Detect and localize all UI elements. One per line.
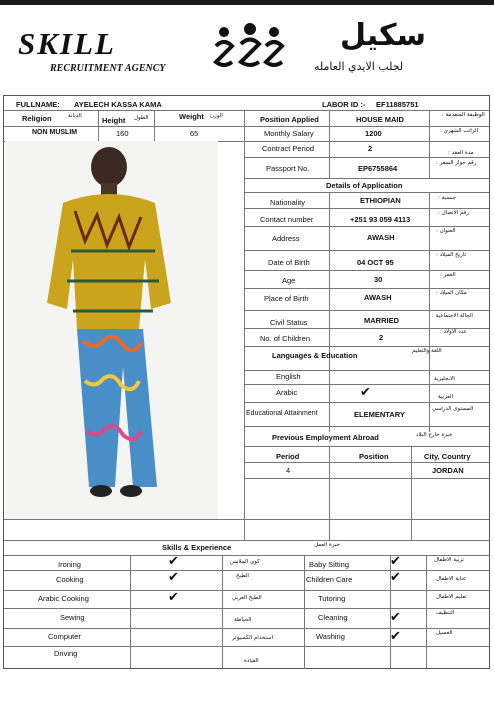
employment-country-value: JORDAN bbox=[432, 466, 464, 475]
education-value: ELEMENTARY bbox=[354, 410, 405, 419]
religion-value: NON MUSLIM bbox=[32, 129, 78, 136]
labor-id-label: LABOR ID :- bbox=[322, 100, 366, 109]
skill-childcare-ar: عناية الاطفال bbox=[436, 576, 467, 582]
skill-tutoring-label: Tutoring bbox=[318, 594, 346, 603]
languages-heading: Languages & Education bbox=[272, 351, 358, 360]
skill-tutoring-ar: تعليم الاطفال bbox=[436, 594, 467, 600]
address-label: Address bbox=[272, 234, 300, 243]
arabic-label-ar: العربية bbox=[438, 394, 454, 400]
employment-col-period: Period bbox=[276, 452, 300, 461]
skill-childcare-label: Children Care bbox=[306, 575, 353, 584]
skill-ironing-ar: كوي الملابس bbox=[230, 559, 260, 565]
civil-status-value: MARRIED bbox=[364, 316, 399, 325]
skill-washing-ar: الغسيل bbox=[436, 630, 453, 636]
contract-label-ar: مدة العقد : bbox=[448, 150, 474, 156]
skill-cleaning-ar: التنظيف bbox=[436, 610, 455, 616]
skill-arabic-cooking-label: Arabic Cooking bbox=[38, 594, 89, 603]
contact-label-ar: رقم الاتصال : bbox=[438, 210, 469, 216]
height-label-ar: الطول bbox=[134, 115, 149, 121]
skill-cooking-ar: الطبخ bbox=[236, 573, 249, 579]
position-applied-value: HOUSE MAID bbox=[356, 115, 404, 124]
dob-label-ar: تاريخ الميلاد : bbox=[436, 252, 467, 258]
religion-label: Religion bbox=[22, 114, 52, 123]
arabic-check-icon: ✔ bbox=[360, 385, 371, 400]
skill-babysitting-check-icon: ✔ bbox=[390, 554, 401, 569]
employment-col-country: City, Country bbox=[424, 452, 471, 461]
employment-period-value: 4 bbox=[286, 466, 291, 475]
employment-heading: Previous Employment Abroad bbox=[272, 433, 379, 442]
employment-heading-ar: خبرة خارج البلاد bbox=[416, 432, 453, 438]
address-value: AWASH bbox=[367, 233, 395, 242]
skill-washing-label: Washing bbox=[316, 632, 345, 641]
children-label-ar: عدد الاولاد : bbox=[440, 329, 467, 335]
dob-value: 04 OCT 95 bbox=[357, 258, 394, 267]
age-label: Age bbox=[282, 276, 296, 285]
skill-computer-ar: استخدام الكمبيوتر bbox=[232, 635, 274, 641]
skill-childcare-check-icon: ✔ bbox=[390, 570, 401, 585]
passport-label: Passport No. bbox=[266, 164, 310, 173]
work-experience-ar: خبرة العمل bbox=[314, 542, 340, 548]
skill-cooking-check-icon: ✔ bbox=[168, 570, 179, 585]
english-label-ar: الانجليزية bbox=[434, 376, 455, 382]
address-label-ar: العنوان : bbox=[436, 228, 456, 234]
salary-label: Monthly Salary bbox=[264, 129, 314, 138]
employment-col-position: Position bbox=[359, 452, 389, 461]
weight-value: 65 bbox=[190, 129, 199, 138]
skill-sewing-label: Sewing bbox=[60, 613, 85, 622]
skill-cleaning-check-icon: ✔ bbox=[390, 610, 401, 625]
labor-id-value: EF11885751 bbox=[376, 100, 419, 109]
age-label-ar: العمر : bbox=[440, 272, 456, 278]
education-label-ar: المستوى الدراسي bbox=[432, 406, 474, 412]
skill-arabic-cooking-check-icon: ✔ bbox=[168, 590, 179, 605]
dob-label: Date of Birth bbox=[268, 258, 310, 267]
brand-name-ar: سكيل bbox=[340, 18, 426, 53]
nationality-label: Nationality bbox=[270, 198, 306, 207]
fullname-label: FULLNAME: bbox=[16, 100, 60, 109]
brand-subtitle-en: RECRUITMENT AGENCY bbox=[50, 63, 166, 74]
skill-ironing-check-icon: ✔ bbox=[168, 554, 179, 569]
weight-label-ar: الوزن bbox=[210, 113, 223, 119]
skill-driving-label: Driving bbox=[54, 649, 78, 658]
age-value: 30 bbox=[374, 275, 383, 284]
height-label: Height bbox=[102, 116, 126, 125]
nationality-label-ar: جنسية : bbox=[438, 195, 457, 201]
skill-babysitting-ar: تربية الاطفال bbox=[434, 557, 464, 563]
nationality-value: ETHIOPIAN bbox=[360, 196, 401, 205]
english-label: English bbox=[276, 372, 301, 381]
cv-sheet bbox=[3, 95, 490, 669]
skill-sewing-ar: الخياطة bbox=[234, 617, 252, 623]
applicant-photo-icon bbox=[5, 141, 218, 519]
brand-name-en: SKILL bbox=[18, 26, 116, 61]
contract-label: Contract Period bbox=[262, 144, 315, 153]
weight-label: Weight bbox=[179, 112, 204, 121]
pob-label: Place of Birth bbox=[264, 294, 309, 303]
agency-logo-icon bbox=[210, 22, 290, 76]
civil-status-label: Civil Status bbox=[270, 318, 308, 327]
applicant-photo bbox=[5, 141, 218, 519]
skill-computer-label: Computer bbox=[48, 632, 81, 641]
contract-value: 2 bbox=[368, 144, 373, 153]
fullname-value: AYELECH KASSA KAMA bbox=[74, 100, 162, 109]
children-value: 2 bbox=[379, 333, 384, 342]
height-value: 160 bbox=[116, 129, 129, 138]
religion-label-ar: الديانة bbox=[68, 113, 82, 119]
skill-driving-ar: القيادة bbox=[244, 658, 259, 664]
skills-heading: Skills & Experience bbox=[162, 543, 232, 552]
skill-cooking-label: Cooking bbox=[56, 575, 84, 584]
position-applied-label: Position Applied bbox=[260, 115, 319, 124]
skill-washing-check-icon: ✔ bbox=[390, 629, 401, 644]
civil-status-label-ar: الحالة الاجتماعية : bbox=[432, 313, 473, 319]
passport-label-ar: رقم جواز السفر : bbox=[436, 160, 477, 166]
languages-heading-ar: اللغة والتعليم bbox=[412, 348, 442, 354]
arabic-label: Arabic bbox=[276, 388, 298, 397]
salary-label-ar: الراتب الشهري : bbox=[440, 128, 479, 134]
pob-label-ar: مكان الميلاد : bbox=[436, 290, 467, 296]
skill-babysitting-label: Baby Sitting bbox=[309, 560, 350, 569]
education-label: Educational Attainment bbox=[246, 410, 318, 417]
pob-value: AWASH bbox=[364, 293, 392, 302]
contact-value: +251 93 059 4113 bbox=[350, 215, 411, 224]
salary-value: 1200 bbox=[365, 129, 382, 138]
position-applied-ar: الوظيفة المتقدمة : bbox=[442, 112, 485, 118]
skill-ironing-label: Ironing bbox=[58, 560, 81, 569]
contact-label: Contact number bbox=[260, 215, 314, 224]
children-label: No. of Children bbox=[260, 334, 311, 343]
skill-cleaning-label: Cleaning bbox=[318, 613, 348, 622]
passport-value: EP6755864 bbox=[358, 164, 398, 173]
application-heading: Details of Application bbox=[326, 181, 403, 190]
top-bar bbox=[0, 0, 494, 5]
brand-subtitle-ar: لجلب الايدي العامله bbox=[314, 60, 404, 73]
skill-arabic-cooking-ar: الطبخ العربي bbox=[232, 595, 262, 601]
